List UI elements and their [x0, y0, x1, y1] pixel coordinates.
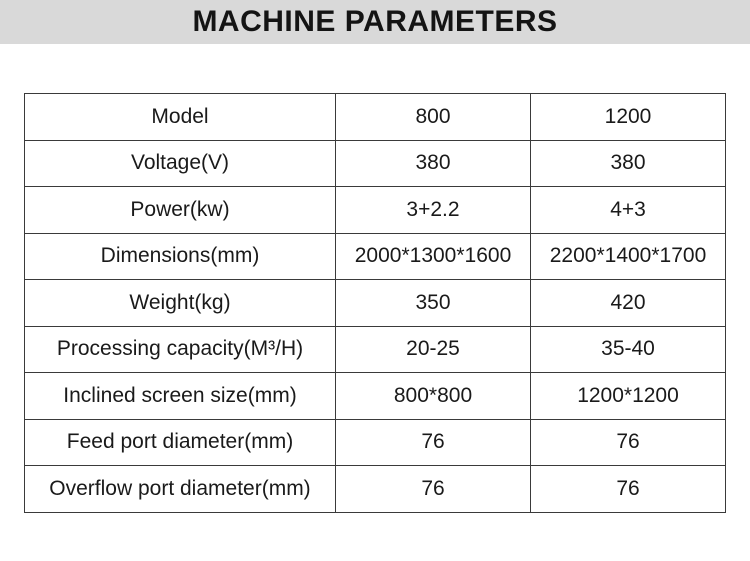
value-cell: 1200*1200	[531, 373, 726, 420]
value-cell: 1200	[531, 94, 726, 141]
value-cell: 3+2.2	[336, 187, 531, 234]
row-label: Model	[25, 94, 336, 141]
row-label: Processing capacity(M³/H)	[25, 326, 336, 373]
row-label: Feed port diameter(mm)	[25, 419, 336, 466]
title-bar	[0, 0, 750, 44]
value-cell: 420	[531, 280, 726, 327]
value-cell: 800	[336, 94, 531, 141]
row-label: Voltage(V)	[25, 140, 336, 187]
value-cell: 76	[531, 419, 726, 466]
table-row	[25, 326, 726, 373]
row-label: Dimensions(mm)	[25, 233, 336, 280]
table-row	[25, 373, 726, 420]
row-label: Inclined screen size(mm)	[25, 373, 336, 420]
value-cell: 800*800	[336, 373, 531, 420]
table-row	[25, 466, 726, 513]
value-cell: 2200*1400*1700	[531, 233, 726, 280]
page-title: MACHINE PARAMETERS	[192, 5, 558, 38]
table-row	[25, 187, 726, 234]
value-cell: 4+3	[531, 187, 726, 234]
value-cell: 380	[336, 140, 531, 187]
row-label: Overflow port diameter(mm)	[25, 466, 336, 513]
value-cell: 76	[531, 466, 726, 513]
table-row	[25, 419, 726, 466]
table-row	[25, 280, 726, 327]
value-cell: 2000*1300*1600	[336, 233, 531, 280]
value-cell: 76	[336, 466, 531, 513]
table-row	[25, 94, 726, 141]
table-row	[25, 140, 726, 187]
table-row	[25, 233, 726, 280]
machine-parameters-table	[24, 93, 726, 513]
row-label: Power(kw)	[25, 187, 336, 234]
value-cell: 350	[336, 280, 531, 327]
row-label: Weight(kg)	[25, 280, 336, 327]
value-cell: 76	[336, 419, 531, 466]
value-cell: 35-40	[531, 326, 726, 373]
value-cell: 380	[531, 140, 726, 187]
value-cell: 20-25	[336, 326, 531, 373]
